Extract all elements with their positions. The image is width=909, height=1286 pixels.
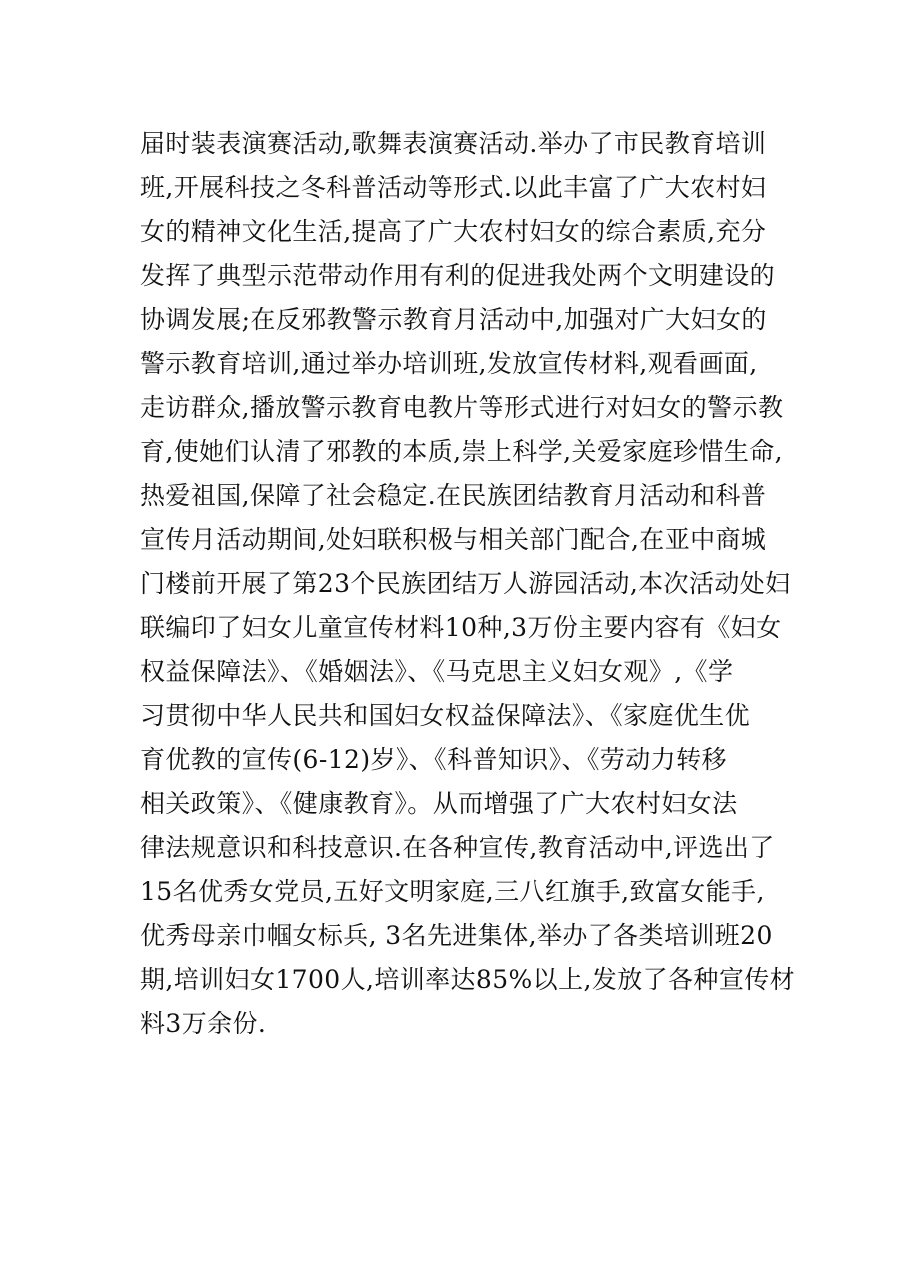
- text-line: 发挥了典型示范带动作用有利的促进我处两个文明建设的: [140, 261, 776, 290]
- body-paragraph: [140, 122, 796, 1046]
- text-line: 律法规意识和科技意识.在各种宣传,教育活动中,评选出了: [140, 833, 775, 862]
- text-line: 女的精神文化生活,提高了广大农村妇女的综合素质,充分: [140, 217, 767, 246]
- text-line: 热爱祖国,保障了社会稳定.在民族团结教育月活动和科普: [140, 481, 767, 510]
- text-line: 联编印了妇女儿童宣传材料10种,3万份主要内容有《妇女: [140, 613, 782, 642]
- text-line: 15名优秀女党员,五好文明家庭,三八红旗手,致富女能手,: [140, 877, 765, 906]
- text-line: 门楼前开展了第23个民族团结万人游园活动,本次活动处妇: [140, 569, 791, 598]
- text-line: 走访群众,播放警示教育电教片等形式进行对妇女的警示教: [140, 393, 784, 422]
- text-line: 育,使她们认清了邪教的本质,崇上科学,关爱家庭珍惜生命,: [140, 437, 783, 466]
- text-line: 料3万余份.: [140, 1009, 267, 1038]
- text-line: 宣传月活动期间,处妇联积极与相关部门配合,在亚中商城: [140, 525, 767, 554]
- text-line: 警示教育培训,通过举办培训班,发放宣传材料,观看画面,: [140, 349, 758, 378]
- text-line: 习贯彻中华人民共和国妇女权益保障法》、《家庭优生优: [140, 701, 751, 730]
- text-line: 期,培训妇女1700人,培训率达85%以上,发放了各种宣传材: [140, 965, 796, 994]
- text-line: 育优教的宣传(6-12)岁》、《科普知识》、《劳动力转移: [140, 745, 727, 774]
- text-line: 相关政策》、《健康教育》。从而增强了广大农村妇女法: [140, 789, 738, 818]
- text-line: 协调发展;在反邪教警示教育月活动中,加强对广大妇女的: [140, 305, 767, 334]
- text-line: 班,开展科技之冬科普活动等形式.以此丰富了广大农村妇: [140, 173, 767, 202]
- text-line: 权益保障法》、《婚姻法》、《马克思主义妇女观》,《学: [140, 657, 734, 686]
- text-line: 优秀母亲巾帼女标兵, 3名先进集体,举办了各类培训班20: [140, 921, 773, 950]
- text-line: 届时装表演赛活动,歌舞表演赛活动.举办了市民教育培训: [140, 129, 767, 158]
